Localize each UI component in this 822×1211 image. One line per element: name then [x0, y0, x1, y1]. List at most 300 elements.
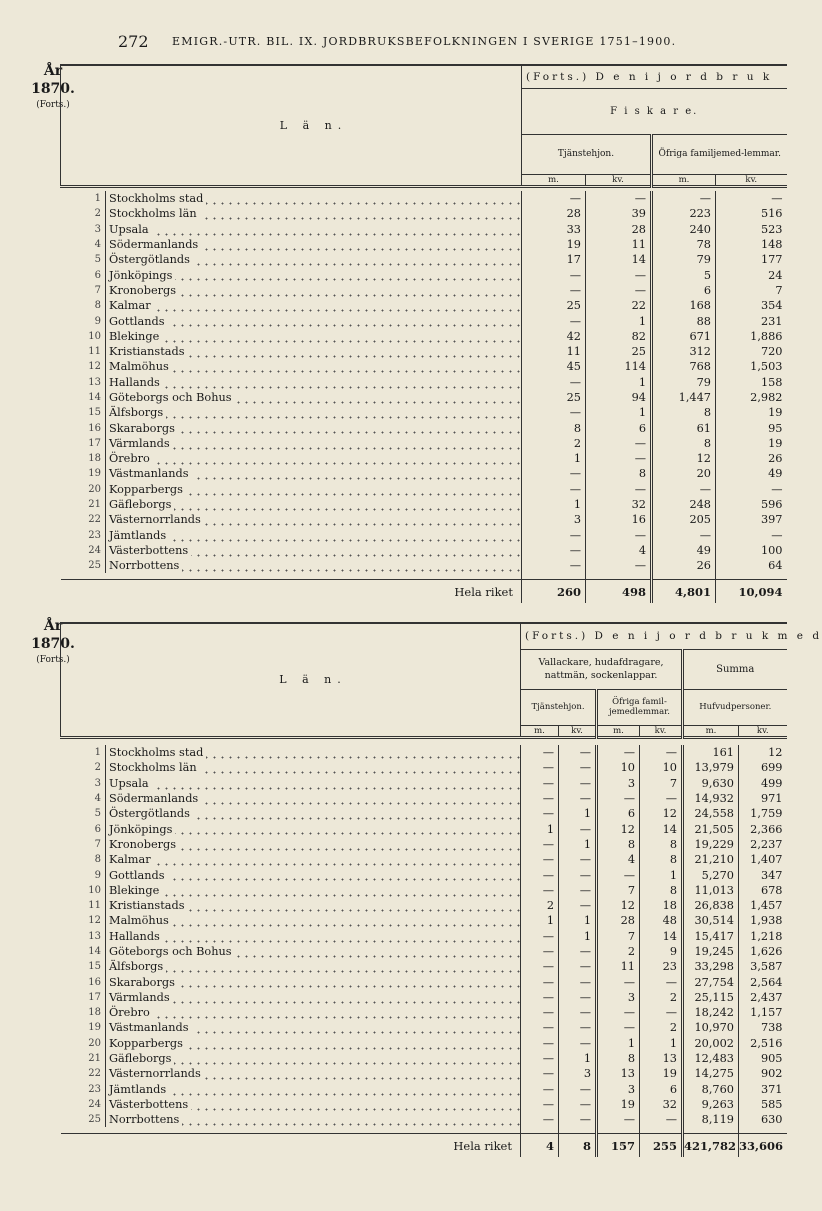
col-group-2: Öfriga familjemed-lemmar. — [652, 134, 787, 174]
lan-name: Skaraborgs — [109, 976, 178, 989]
value-cell: 1 — [586, 405, 652, 420]
row-number: 2 — [94, 208, 101, 220]
value-cell: — — [559, 776, 597, 791]
value-cell: 15,417 — [683, 929, 739, 944]
row-number: 18 — [88, 453, 101, 465]
value-cell: 1 — [522, 497, 586, 512]
group-header: F i s k a r e. — [522, 88, 787, 134]
value-cell: 79 — [652, 375, 716, 390]
total-label: Hela riket — [454, 584, 513, 599]
lan-name: Södermanlands — [109, 238, 201, 251]
value-cell: 32 — [586, 497, 652, 512]
value-cell: — — [652, 482, 716, 497]
row-number: 17 — [88, 991, 101, 1003]
lan-name: Gäfleborgs — [109, 1052, 174, 1065]
value-cell: 42 — [522, 329, 586, 344]
value-cell: — — [559, 821, 597, 836]
lan-name: Jämtlands — [109, 529, 169, 542]
value-cell: 48 — [640, 913, 683, 928]
col-group-2: Öfriga famil-jemedlemmar. — [597, 689, 683, 725]
value-cell: 12 — [597, 898, 640, 913]
value-cell: 25 — [586, 344, 652, 359]
row-number: 20 — [88, 1037, 101, 1049]
lan-name: Stockholms län — [109, 761, 200, 774]
value-cell: 1 — [597, 1036, 640, 1051]
value-cell: 738 — [739, 1020, 787, 1035]
value-cell: 49 — [716, 466, 787, 481]
row-number: 5 — [94, 808, 101, 820]
value-cell: — — [640, 1005, 683, 1020]
value-cell: 13,979 — [683, 760, 739, 775]
value-cell: 8 — [586, 466, 652, 481]
table-row — [61, 806, 787, 821]
table-row — [61, 497, 787, 512]
value-cell: 2 — [640, 1020, 683, 1035]
value-cell: 8 — [522, 420, 586, 435]
value-cell: 9,630 — [683, 776, 739, 791]
value-cell: 13 — [640, 1051, 683, 1066]
table-row — [61, 283, 787, 298]
value-cell: 82 — [586, 329, 652, 344]
row-number: 25 — [88, 560, 101, 572]
row-number: 10 — [88, 884, 101, 896]
lan-name: Jönköpings — [109, 823, 175, 836]
value-cell: — — [586, 528, 652, 543]
value-cell: — — [522, 558, 586, 573]
lan-name: Stockholms stad — [109, 192, 206, 205]
value-cell: 19,245 — [683, 944, 739, 959]
value-cell: — — [521, 959, 559, 974]
value-cell: 12 — [739, 745, 787, 760]
lan-name: Norrbottens — [109, 1113, 182, 1126]
value-cell: 6 — [586, 420, 652, 435]
col-sub: m. — [521, 725, 559, 737]
value-cell: — — [521, 791, 559, 806]
row-number: 14 — [88, 392, 101, 403]
value-cell: — — [559, 1097, 597, 1112]
row-number: 4 — [94, 239, 101, 251]
value-cell: 61 — [652, 420, 716, 435]
value-cell: 24 — [716, 267, 787, 282]
value-cell: 397 — [716, 512, 787, 527]
lan-name: Norrbottens — [109, 559, 182, 572]
value-cell: 1 — [640, 1036, 683, 1051]
value-cell: 1,886 — [716, 329, 787, 344]
value-cell: 64 — [716, 558, 787, 573]
value-cell: 1 — [586, 313, 652, 328]
lan-name: Kopparbergs — [109, 1037, 186, 1050]
table-row — [61, 405, 787, 420]
value-cell: 1 — [559, 913, 597, 928]
value-cell: — — [521, 1020, 559, 1035]
value-cell: 10 — [597, 760, 640, 775]
value-cell: 14 — [640, 821, 683, 836]
lan-name: Göteborgs och Bohus — [109, 945, 235, 958]
value-cell: — — [597, 1005, 640, 1020]
value-cell: 11 — [522, 344, 586, 359]
value-cell: — — [559, 867, 597, 882]
value-cell: 1,407 — [739, 852, 787, 867]
lan-name: Östergötlands — [109, 253, 193, 266]
value-cell: 25 — [522, 298, 586, 313]
year-label: År — [43, 618, 63, 634]
value-cell: 905 — [739, 1051, 787, 1066]
col-group-1: Tjänstehjon. — [522, 134, 652, 174]
misc-occupations-table — [60, 622, 822, 1157]
value-cell: 14,932 — [683, 791, 739, 806]
value-cell: 8 — [597, 1051, 640, 1066]
table-row — [61, 929, 787, 944]
value-cell: — — [521, 760, 559, 775]
value-cell: — — [521, 1005, 559, 1020]
value-cell: 161 — [683, 745, 739, 760]
value-cell: 971 — [739, 791, 787, 806]
value-cell: 24,558 — [683, 806, 739, 821]
value-cell: 2,366 — [739, 821, 787, 836]
table-row — [61, 1005, 787, 1020]
row-number: 23 — [88, 1083, 101, 1095]
value-cell: 720 — [716, 344, 787, 359]
total-cell: 8 — [559, 1133, 597, 1157]
row-number: 14 — [88, 946, 101, 957]
value-cell: 28 — [597, 913, 640, 928]
row-number: 9 — [94, 869, 101, 881]
value-cell: — — [559, 745, 597, 760]
value-cell: — — [716, 528, 787, 543]
value-cell: 240 — [652, 222, 716, 237]
lan-name: Värmlands — [109, 991, 173, 1004]
lan-name: Jämtlands — [109, 1083, 169, 1096]
table-row — [61, 959, 787, 974]
value-cell: 2,564 — [739, 974, 787, 989]
value-cell: — — [521, 883, 559, 898]
table-row — [61, 359, 787, 374]
lan-name: Blekinge — [109, 330, 162, 343]
value-cell: — — [559, 852, 597, 867]
value-cell: 2 — [521, 898, 559, 913]
row-number: 8 — [94, 300, 101, 312]
lan-name: Malmöhus — [109, 360, 172, 373]
value-cell: — — [559, 1005, 597, 1020]
value-cell: 16 — [586, 512, 652, 527]
lan-name: Kristianstads — [109, 899, 188, 912]
table-row — [61, 990, 787, 1005]
value-cell: 231 — [716, 313, 787, 328]
value-cell: 79 — [652, 252, 716, 267]
row-number: 17 — [88, 437, 101, 449]
value-cell: — — [521, 1112, 559, 1127]
value-cell: — — [521, 806, 559, 821]
value-cell: — — [640, 1112, 683, 1127]
lan-name: Hallands — [109, 930, 163, 943]
col-sub: m. — [522, 174, 586, 186]
row-number: 15 — [88, 961, 101, 973]
value-cell: 205 — [652, 512, 716, 527]
value-cell: 5,270 — [683, 867, 739, 882]
table-row — [61, 1097, 787, 1112]
row-number: 21 — [88, 1053, 101, 1065]
value-cell: — — [559, 898, 597, 913]
table-row — [61, 1020, 787, 1035]
table-row — [61, 867, 787, 882]
total-row — [61, 579, 787, 603]
value-cell: 3 — [597, 990, 640, 1005]
value-cell: 347 — [739, 867, 787, 882]
value-cell: 523 — [716, 222, 787, 237]
value-cell: 2,237 — [739, 837, 787, 852]
value-cell: 1 — [521, 913, 559, 928]
row-number: 22 — [88, 1068, 101, 1080]
value-cell: 1 — [559, 929, 597, 944]
value-cell: 25 — [522, 390, 586, 405]
value-cell: — — [597, 974, 640, 989]
value-cell: 2 — [640, 990, 683, 1005]
table-row — [61, 852, 787, 867]
lan-name: Hallands — [109, 376, 163, 389]
lan-name: Gäfleborgs — [109, 498, 174, 511]
row-number: 18 — [88, 1007, 101, 1019]
value-cell: 4 — [586, 543, 652, 558]
lan-name: Södermanlands — [109, 792, 201, 805]
row-number: 11 — [88, 346, 101, 358]
value-cell: — — [597, 1112, 640, 1127]
value-cell: — — [521, 852, 559, 867]
table-row — [61, 466, 787, 481]
value-cell: 354 — [716, 298, 787, 313]
value-cell: 8 — [597, 837, 640, 852]
value-cell: 168 — [652, 298, 716, 313]
row-number: 5 — [94, 254, 101, 266]
value-cell: 312 — [652, 344, 716, 359]
value-cell: 678 — [739, 883, 787, 898]
value-cell: 4 — [597, 852, 640, 867]
value-cell: 1,626 — [739, 944, 787, 959]
value-cell: 22 — [586, 298, 652, 313]
table-row — [61, 191, 787, 206]
value-cell: 12,483 — [683, 1051, 739, 1066]
table-row — [61, 558, 787, 573]
value-cell: 6 — [640, 1082, 683, 1097]
value-cell: — — [522, 375, 586, 390]
total-cell: 157 — [597, 1133, 640, 1157]
value-cell: 248 — [652, 497, 716, 512]
value-cell: 7 — [597, 883, 640, 898]
total-cell: 4,801 — [652, 579, 716, 603]
value-cell: 88 — [652, 313, 716, 328]
lan-name: Älfsborgs — [109, 960, 166, 973]
value-cell: 1,938 — [739, 913, 787, 928]
value-cell: 1,447 — [652, 390, 716, 405]
value-cell: 1,503 — [716, 359, 787, 374]
page-header — [0, 32, 797, 54]
value-cell: 8 — [640, 837, 683, 852]
row-number: 1 — [94, 193, 101, 205]
value-cell: 13 — [597, 1066, 640, 1081]
table-row — [61, 1112, 787, 1127]
value-cell: 9,263 — [683, 1097, 739, 1112]
row-number: 7 — [94, 838, 101, 850]
value-cell: 33,298 — [683, 959, 739, 974]
value-cell: — — [716, 482, 787, 497]
value-cell: 19 — [522, 237, 586, 252]
col-sub: kv. — [716, 174, 787, 186]
value-cell: — — [522, 283, 586, 298]
value-cell: 8 — [652, 436, 716, 451]
value-cell: — — [559, 1020, 597, 1035]
lan-name: Värmlands — [109, 437, 173, 450]
value-cell: 21,505 — [683, 821, 739, 836]
value-cell: — — [522, 405, 586, 420]
value-cell: 8,119 — [683, 1112, 739, 1127]
value-cell: 8 — [652, 405, 716, 420]
value-cell: 177 — [716, 252, 787, 267]
value-cell: 8,760 — [683, 1082, 739, 1097]
table-row — [61, 298, 787, 313]
value-cell: 19 — [640, 1066, 683, 1081]
row-number: 12 — [88, 361, 101, 373]
value-cell: — — [586, 482, 652, 497]
lan-name: Kopparbergs — [109, 483, 186, 496]
value-cell: 9 — [640, 944, 683, 959]
col-sub: m. — [683, 725, 739, 737]
value-cell: — — [521, 776, 559, 791]
summa-header: Summa — [683, 649, 787, 689]
lan-name: Kalmar — [109, 853, 154, 866]
running-title: EMIGR.-UTR. BIL. IX. JORDBRUKSBEFOLKNINGEN I SVERIGE 1751–1900. — [172, 35, 677, 48]
value-cell: 671 — [652, 329, 716, 344]
lan-name: Västmanlands — [109, 467, 192, 480]
value-cell: 23 — [640, 959, 683, 974]
value-cell: 5 — [652, 267, 716, 282]
value-cell: 1 — [521, 821, 559, 836]
lan-name: Malmöhus — [109, 914, 172, 927]
value-cell: 28 — [522, 206, 586, 221]
value-cell: 10 — [640, 760, 683, 775]
value-cell: — — [521, 1036, 559, 1051]
total-cell: 421,782 — [683, 1133, 739, 1157]
value-cell: 25,115 — [683, 990, 739, 1005]
col-sub: kv. — [559, 725, 597, 737]
row-number: 13 — [88, 376, 101, 388]
value-cell: 1,759 — [739, 806, 787, 821]
table-row — [61, 898, 787, 913]
table-row — [61, 883, 787, 898]
col-sub: kv. — [739, 725, 787, 737]
group-header: Vallackare, hudafdragare, nattmän, sockenlappar. — [521, 649, 683, 689]
table-row — [61, 837, 787, 852]
value-cell: — — [522, 466, 586, 481]
table-row — [61, 482, 787, 497]
value-cell: 95 — [716, 420, 787, 435]
col-sub: m. — [652, 174, 716, 186]
value-cell: — — [522, 528, 586, 543]
value-cell: — — [597, 791, 640, 806]
table-row — [61, 1036, 787, 1051]
value-cell: 699 — [739, 760, 787, 775]
row-number: 15 — [88, 407, 101, 419]
table-row — [61, 267, 787, 282]
value-cell: 8 — [640, 883, 683, 898]
value-cell: 3 — [597, 776, 640, 791]
value-cell: 1 — [559, 806, 597, 821]
value-cell: 8 — [640, 852, 683, 867]
table-row — [61, 1051, 787, 1066]
value-cell: 28 — [586, 222, 652, 237]
value-cell: — — [559, 760, 597, 775]
lan-name: Upsala — [109, 777, 152, 790]
row-number: 7 — [94, 284, 101, 296]
row-number: 4 — [94, 793, 101, 805]
value-cell: — — [522, 267, 586, 282]
value-cell: — — [559, 791, 597, 806]
value-cell: — — [521, 745, 559, 760]
value-cell: 18,242 — [683, 1005, 739, 1020]
value-cell: — — [521, 1051, 559, 1066]
value-cell: — — [586, 436, 652, 451]
value-cell: — — [521, 1082, 559, 1097]
value-cell: — — [521, 1066, 559, 1081]
lan-name: Älfsborgs — [109, 406, 166, 419]
value-cell: 585 — [739, 1097, 787, 1112]
value-cell: 2 — [597, 944, 640, 959]
table-row — [61, 1066, 787, 1081]
row-number: 12 — [88, 915, 101, 927]
lan-name: Örebro — [109, 1006, 153, 1019]
value-cell: 2,516 — [739, 1036, 787, 1051]
row-number: 23 — [88, 529, 101, 541]
row-number: 25 — [88, 1114, 101, 1126]
value-cell: — — [559, 883, 597, 898]
value-cell: 49 — [652, 543, 716, 558]
col-sub: m. — [597, 725, 640, 737]
table-row — [61, 944, 787, 959]
table-row — [61, 313, 787, 328]
table-row — [61, 512, 787, 527]
value-cell: — — [586, 191, 652, 206]
year-value: 1870. — [31, 81, 75, 97]
table-row — [61, 760, 787, 775]
col-group-3: Hufvudpersoner. — [683, 689, 787, 725]
value-cell: 19 — [597, 1097, 640, 1112]
value-cell: — — [521, 1097, 559, 1112]
col-sub: kv. — [586, 174, 652, 186]
row-number: 6 — [94, 269, 101, 281]
value-cell: 26 — [652, 558, 716, 573]
value-cell: — — [586, 283, 652, 298]
row-number: 9 — [94, 315, 101, 327]
value-cell: — — [640, 974, 683, 989]
row-number: 19 — [88, 468, 101, 480]
value-cell: 499 — [739, 776, 787, 791]
value-cell: 27,754 — [683, 974, 739, 989]
lan-name: Upsala — [109, 223, 152, 236]
value-cell: 45 — [522, 359, 586, 374]
table-row — [61, 436, 787, 451]
value-cell: 32 — [640, 1097, 683, 1112]
value-cell: 11,013 — [683, 883, 739, 898]
value-cell: — — [652, 191, 716, 206]
value-cell: 19,229 — [683, 837, 739, 852]
value-cell: — — [597, 867, 640, 882]
value-cell: — — [559, 959, 597, 974]
value-cell: 630 — [739, 1112, 787, 1127]
value-cell: 26 — [716, 451, 787, 466]
value-cell: 902 — [739, 1066, 787, 1081]
page-number: 272 — [118, 32, 149, 51]
lan-name: Västerbottens — [109, 544, 191, 557]
total-cell: 255 — [640, 1133, 683, 1157]
value-cell: 30,514 — [683, 913, 739, 928]
